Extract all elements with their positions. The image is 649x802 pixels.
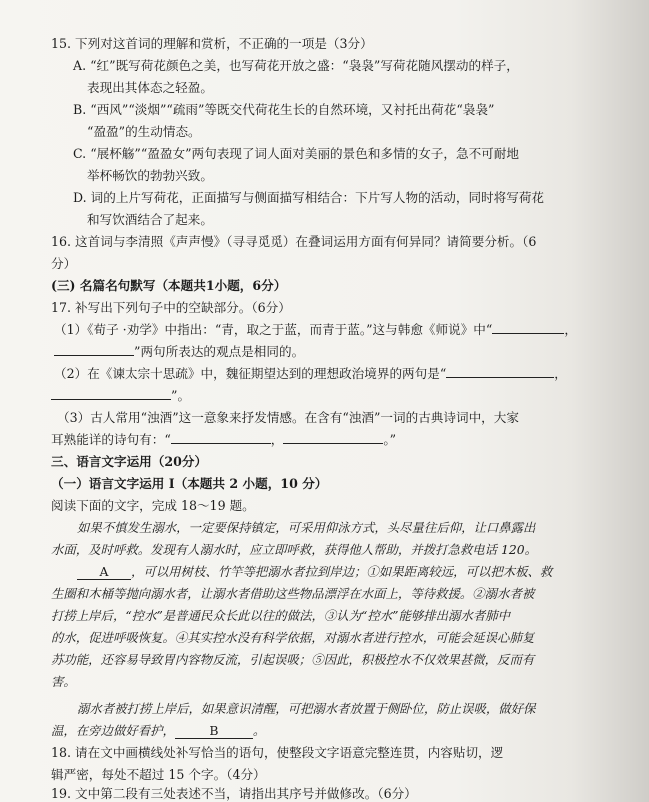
- answer-blank[interactable]: [283, 432, 383, 444]
- reading-instruction: 阅读下面的文字，完成 18～19 题。: [51, 498, 255, 513]
- q15-option-d-cont: 和写饮酒结合了起来。: [87, 212, 213, 227]
- q15-stem: 15. 下列对这首词的理解和赏析，不正确的一项是（3分）: [51, 36, 373, 51]
- answer-blank[interactable]: [171, 432, 271, 444]
- q17-part2-text: （2）在《谏太宗十思疏》中，魏征期望达到的理想政治境界的两句是“: [54, 366, 447, 381]
- subsection-heading: （一）语言文字运用 Ⅰ（本题共 2 小题，10 分）: [51, 476, 328, 491]
- q15-option-c-cont: 举杯畅饮的勃勃兴致。: [87, 168, 213, 183]
- passage-p3-line2: [51, 723, 265, 739]
- answer-blank[interactable]: [54, 344, 134, 356]
- section-heading-language: 三、语言文字运用（20分）: [51, 454, 208, 469]
- q17-part2-end: ”。: [171, 388, 191, 403]
- passage-p2-line6: 害。: [51, 674, 76, 689]
- q17-part1-cont: [54, 344, 304, 360]
- passage-p2-line3: 打捞上岸后，“控水”是普通民众长此以往的做法，③认为“控水”能够排出溺水者肺中: [51, 608, 511, 623]
- fill-blank-b[interactable]: B: [175, 724, 253, 739]
- q16-stem-cont: 分）: [51, 256, 77, 271]
- passage-p2-line1-text: ，可以用树枝、竹竿等把溺水者拉到岸边；①如果距离较远，可以把木板、救: [131, 564, 553, 579]
- q16-stem: 16. 这首词与李清照《声声慢》（寻寻觅觅）在叠词运用方面有何异同？请简要分析。（6: [51, 234, 537, 249]
- q17-part1-end: ”两句所表达的观点是相同的。: [134, 344, 305, 359]
- fill-blank-a[interactable]: A: [77, 565, 131, 580]
- passage-p3-line2-text: 温，在旁边做好看护，: [51, 723, 175, 738]
- answer-blank[interactable]: [446, 366, 554, 378]
- comma: ，: [270, 432, 284, 447]
- passage-p2-line4: 的水，促进呼吸恢复。④其实控水没有科学依据，对溺水者进行控水，可能会延误心肺复: [51, 630, 535, 645]
- period: 。: [252, 723, 266, 738]
- passage-p2-line5: 苏功能，还容易导致胃内容物反流，引起误吸；⑤因此，积极控水不仅效果甚微，反而有: [51, 652, 535, 667]
- q15-option-d: D. 词的上片写荷花，正面描写与侧面描写相结合：下片写人物的活动，同时将写荷花: [73, 190, 545, 205]
- q17-part3-start: 耳熟能详的诗句有：“: [51, 432, 171, 447]
- q17-part2: （2）在《谏太宗十思疏》中，魏征期望达到的理想政治境界的两句是“ ，: [54, 366, 567, 381]
- q17-part3: （3）古人常用“浊酒”这一意象来抒发情感。在含有“浊酒”一词的古典诗词中，大家: [57, 410, 519, 425]
- answer-blank[interactable]: [492, 322, 564, 334]
- q15-option-a: A. “红”既写荷花颜色之美，也写荷花开放之盛：“袅袅”写荷花随风摆动的样子，: [73, 58, 519, 73]
- q17-part3-end: 。”: [383, 432, 397, 447]
- passage-p2-line1: [77, 564, 552, 580]
- answer-blank[interactable]: [51, 388, 171, 400]
- passage-p1-line2: 水面，及时呼救。发现有人溺水时，应立即呼救，获得他人帮助，并拨打急救电话 120。: [51, 542, 538, 557]
- q17-part2-cont: [51, 388, 190, 404]
- q17-part1: （1）《荀子 ·劝学》中指出：“青，取之于蓝，而青于蓝。”这与韩愈《师说》中“ ，: [54, 322, 577, 337]
- q17-stem: 17. 补写出下列句子中的空缺部分。（6分）: [51, 300, 291, 315]
- q17-part3-cont: [51, 432, 396, 448]
- passage-p2-line2: 生圈和木桶等抛向溺水者，让溺水者借助这些物品漂浮在水面上，等待救援。②溺水者被: [51, 586, 535, 601]
- q18-stem: 18. 请在文中画横线处补写恰当的语句，使整段文字语意完整连贯，内容贴切，逻: [51, 745, 504, 760]
- q17-part1-text: （1）《荀子 ·劝学》中指出：“青，取之于蓝，而青于蓝。”这与韩愈《师说》中“: [54, 322, 493, 337]
- q15-option-c: C. “展杯觞”“盈盈女”两句表现了词人面对美丽的景色和多情的女子，急不可耐地: [73, 146, 519, 161]
- q15-option-b-cont: “盈盈”的生动情态。: [87, 124, 201, 139]
- passage-p1-line1: 如果不慎发生溺水，一定要保持镇定，可采用仰泳方式，头尽量往后仰，让口鼻露出: [77, 520, 536, 535]
- q15-option-b: B. “西风”“淡烟”“疏雨”等既交代荷花生长的自然环境，又衬托出荷花“袅袅”: [73, 102, 495, 117]
- q15-option-a-cont: 表现出其体态之轻盈。: [87, 80, 213, 95]
- q18-stem-cont: 辑严密，每处不超过 15 个字。（4分）: [51, 767, 266, 782]
- passage-p3-line1: 溺水者被打捞上岸后，如果意识清醒，可把溺水者放置于侧卧位，防止误吸，做好保: [77, 701, 536, 716]
- q19-stem: 19. 文中第二段有三处表述不当，请指出其序号并做修改。（6分）: [51, 786, 417, 801]
- section-heading-recitation: (三) 名篇名句默写（本题共1小题，6分）: [51, 278, 287, 293]
